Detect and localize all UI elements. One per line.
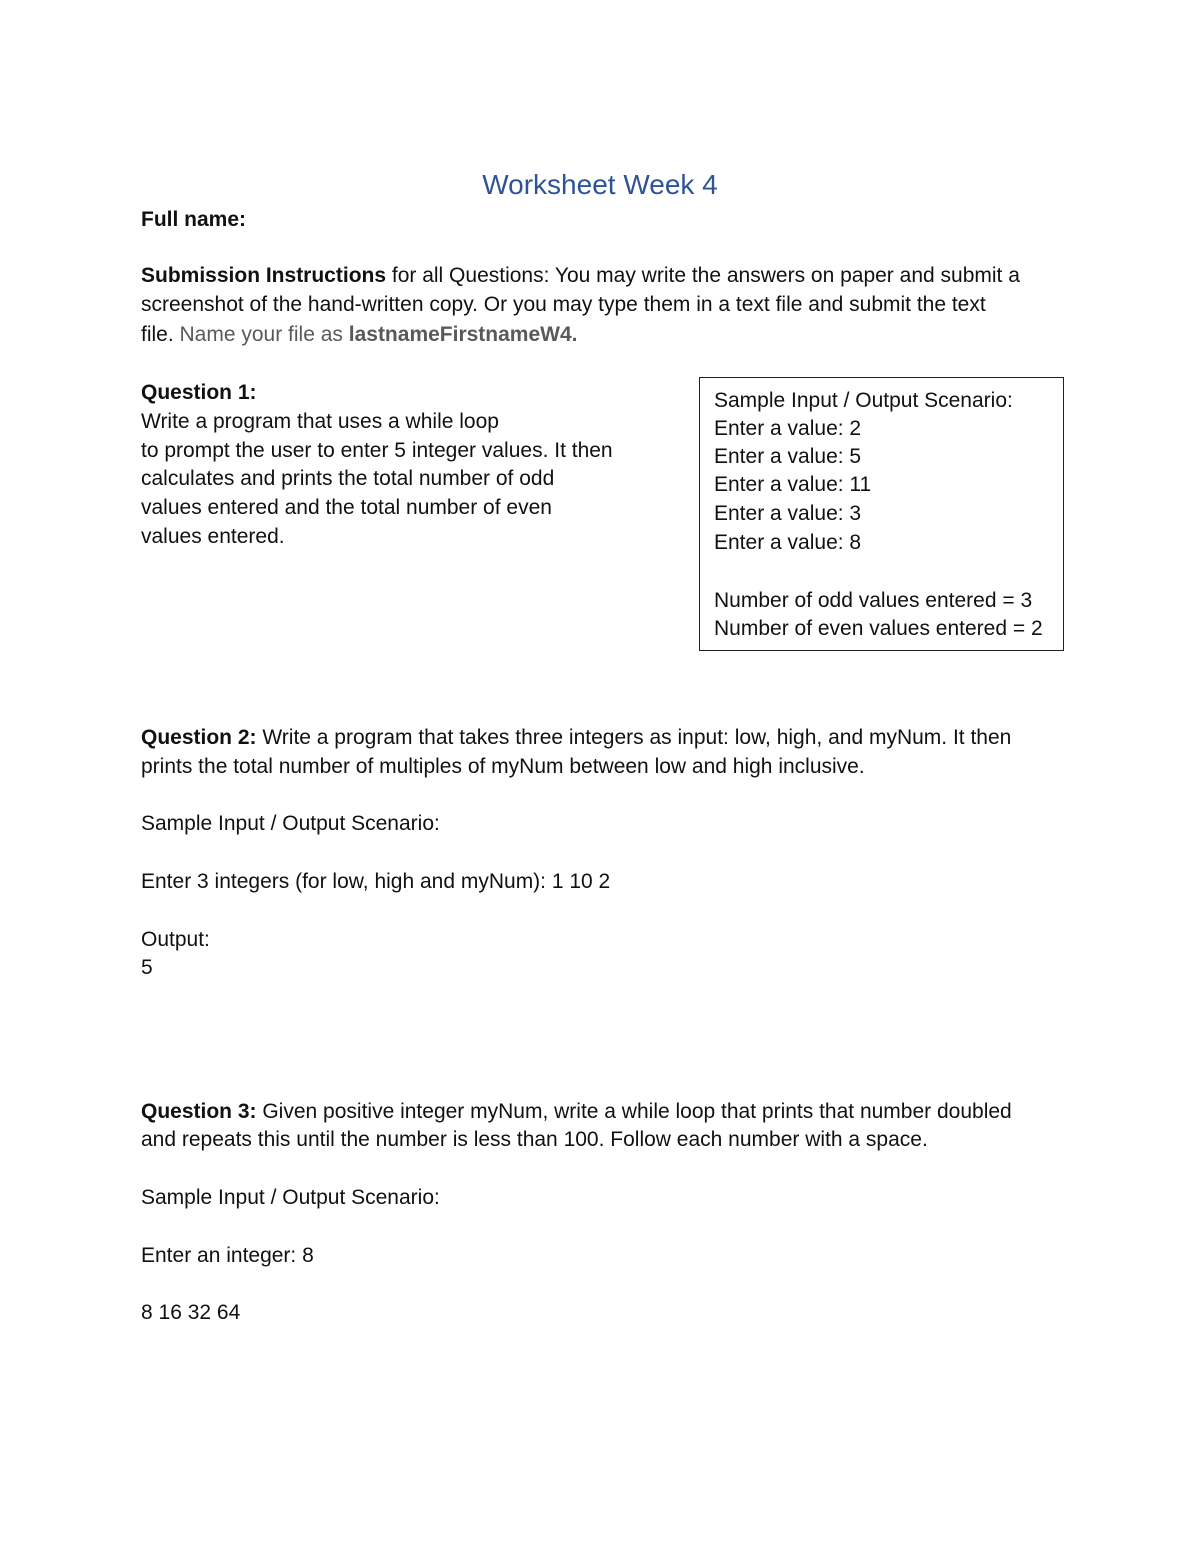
page-title: Worksheet Week 4: [482, 169, 718, 200]
question-3-sample-heading: Sample Input / Output Scenario:: [141, 1186, 440, 1209]
instructions-line-1-rest: for all Questions: You may write the answers on paper and submit a: [386, 264, 1020, 287]
question-3-input-line: Enter an integer: 8: [141, 1244, 314, 1267]
question-3-output-line: 8 16 32 64: [141, 1301, 241, 1324]
file-name-format: lastnameFirstnameW4.: [348, 323, 578, 346]
question-2-output-label: Output:: [141, 928, 210, 951]
question-3-line-1: [141, 1097, 1012, 1126]
instructions-line-3-start: file.: [141, 323, 180, 346]
sample-box-line: Enter a value: 3: [714, 502, 862, 525]
question-2-line-1: [141, 723, 1011, 752]
question-2-output-value: 5: [141, 956, 153, 979]
sample-box-line: Enter a value: 11: [714, 473, 872, 496]
instructions-line-1: [141, 261, 1020, 290]
instructions-line-2: screenshot of the hand-written copy. Or you may type them in a text file and submit the text: [141, 293, 986, 316]
question-1-text-line: Write a program that uses a while loop: [141, 410, 499, 433]
question-2-input-line: Enter 3 integers (for low, high and myNum): 1 10 2: [141, 870, 611, 893]
question-1-text-line: values entered.: [141, 525, 285, 548]
sample-box-line: Sample Input / Output Scenario:: [714, 389, 1013, 412]
question-2-line-2: prints the total number of multiples of myNum between low and high inclusive.: [141, 755, 865, 778]
question-1-text-line: calculates and prints the total number of odd: [141, 467, 555, 490]
question-1-label: Question 1:: [141, 381, 257, 404]
sample-box-line: Enter a value: 8: [714, 531, 862, 554]
question-2-sample-heading: Sample Input / Output Scenario:: [141, 812, 440, 835]
question-1-text-line: to prompt the user to enter 5 integer values. It then: [141, 439, 613, 462]
question-2-line-1-rest: Write a program that takes three integers as input: low, high, and myNum. It then: [256, 726, 1012, 749]
instructions-lead: Submission Instructions: [141, 264, 387, 287]
instructions-line-3: [141, 320, 578, 349]
question-1-sample-box: [699, 377, 1064, 651]
sample-box-line: Enter a value: 2: [714, 417, 862, 440]
question-3-line-1-rest: Given positive integer myNum, write a while loop that prints that number doubled: [256, 1100, 1012, 1123]
full-name-label: Full name:: [141, 208, 247, 231]
question-3-label: Question 3:: [141, 1100, 257, 1123]
sample-box-line: Number of even values entered = 2: [714, 617, 1043, 640]
sample-box-line: Number of odd values entered = 3: [714, 589, 1033, 612]
question-2-label: Question 2:: [141, 726, 257, 749]
question-3-line-2: and repeats this until the number is less than 100. Follow each number with a space.: [141, 1128, 928, 1151]
question-1-text-line: values entered and the total number of even: [141, 496, 552, 519]
sample-box-line: Enter a value: 5: [714, 445, 862, 468]
file-name-instruction: Name your file as: [179, 323, 349, 346]
